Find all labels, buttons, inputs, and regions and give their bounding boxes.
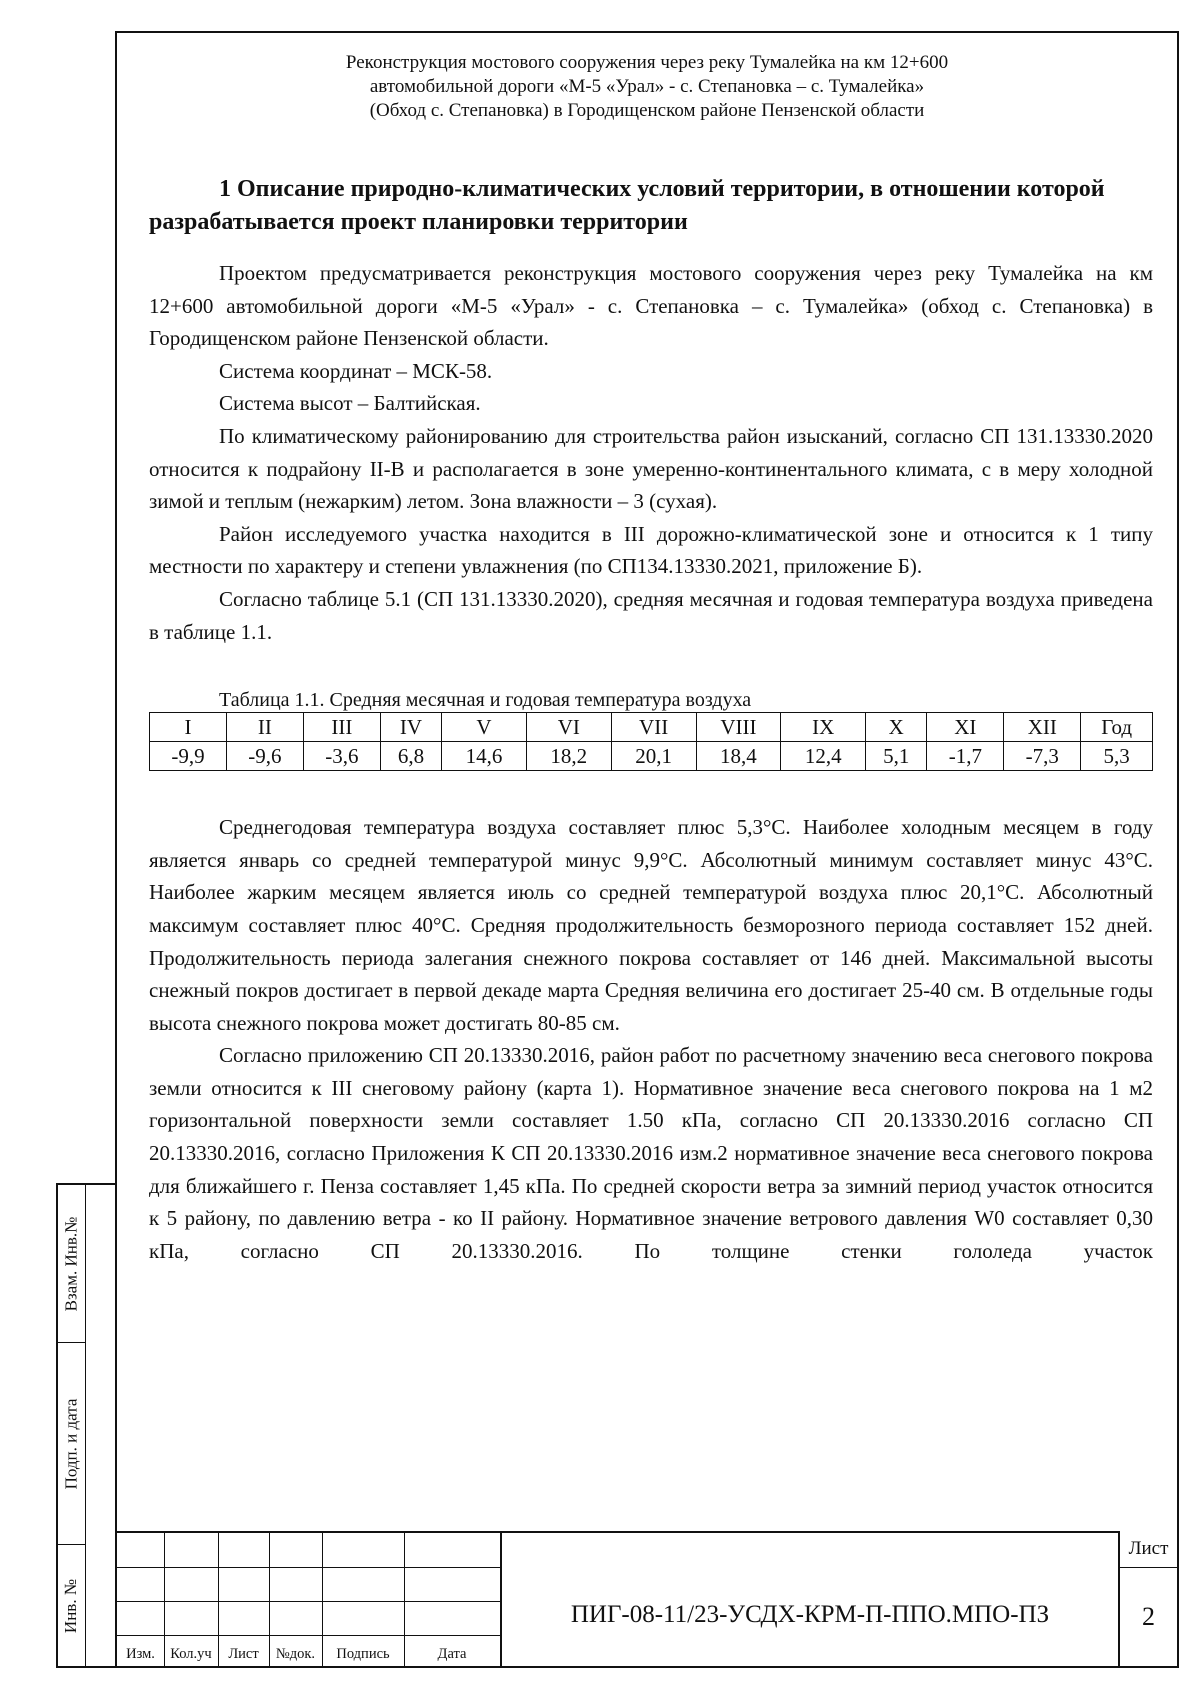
table-cell: -7,3 bbox=[1004, 742, 1081, 771]
sheet-label: Лист bbox=[1120, 1531, 1177, 1568]
side-strip-cell-podp bbox=[58, 1343, 85, 1545]
sheet-box bbox=[1118, 1531, 1177, 1666]
paragraph: Среднегодовая температура воздуха составляет плюс 5,3°С. Наиболее холодным месяцем в году является январь со средней температурой минус 9,9°С. Абсолютный минимум составляет минус 43°С. Наиболее жарким месяцем является июль со средней температурой воздуха плюс 20,1°С. Абсолютный максимум составляет плюс 40°С. Средняя продолжительность безморозного периода составляет 152 дней. Продолжительность периода залегания снежного покрова составляет от 146 дней. Максимальной высоты снежный покров достигает в первой декаде марта Средняя величина его достигает 25-40 см. В отдельные годы высота снежного покрова может достигать 80-85 см. bbox=[149, 815, 1153, 1035]
document-header bbox=[117, 51, 1177, 123]
table-cell: 5,1 bbox=[866, 742, 927, 771]
table-cell: -9,9 bbox=[150, 742, 227, 771]
table-header-cell: XI bbox=[927, 713, 1004, 742]
title-col-data: Дата bbox=[437, 1646, 467, 1662]
table-header-cell: VI bbox=[526, 713, 611, 742]
title-col-ndok: №док. bbox=[275, 1646, 316, 1662]
side-strip-cell-inv bbox=[58, 1545, 85, 1666]
paragraph: Согласно таблице 5.1 (СП 131.13330.2020), средняя месячная и годовая температура воздуха приведена в таблице 1.1. bbox=[149, 586, 1153, 644]
title-block bbox=[117, 1531, 1177, 1666]
grid-line bbox=[117, 1567, 500, 1568]
paragraph: Проектом предусматривается реконструкция мостового сооружения через реку Тумалейка на км 12+600 автомобильной дороги «М-5 «Урал» - с. Степановка – с. Тумалейка» (обход с. Степановка) в Городищенском районе Пензенской области. bbox=[149, 261, 1153, 351]
table-header-cell: V bbox=[442, 713, 527, 742]
table-header-cell: VIII bbox=[696, 713, 781, 742]
paragraph: Согласно приложению СП 20.13330.2016, район работ по расчетному значению веса снегового покрова земли относится к III снеговому району (карта 1). Нормативное значение веса снегового покрова на 1 м2 горизонтальной поверхности земли составляет 1.50 кПа, согласно СП 20.13330.2016 согласно СП 20.13330.2016, согласно Приложения К СП 20.13330.2016 изм.2 нормативное значение веса снегового покрова для ближайшего г. Пенза составляет 1,45 кПа. По средней скорости ветра за зимний период участок относится к 5 району, по давлению ветра - ко II району. Нормативное значение ветрового давления W0 составляет 0,30 кПа, согласно СП 20.13330.2016. По толщине стенки гололеда участок bbox=[149, 1043, 1153, 1263]
side-strip-cell-vzam bbox=[58, 1185, 85, 1343]
table-header-cell: X bbox=[866, 713, 927, 742]
table-caption: Таблица 1.1. Средняя месячная и годовая температура воздуха bbox=[219, 689, 752, 712]
table-header-cell: I bbox=[150, 713, 227, 742]
table-cell: 14,6 bbox=[442, 742, 527, 771]
document-code: ПИГ-08-11/23-УСДХ-КРМ-П-ППО.МПО-ПЗ bbox=[502, 1531, 1118, 1666]
side-label-vzam: Взам. Инв.№ bbox=[61, 1216, 81, 1311]
table-cell: -3,6 bbox=[303, 742, 380, 771]
header-line: (Обход с. Степановка) в Городищенском районе Пензенской области bbox=[369, 100, 925, 121]
table-row bbox=[150, 742, 1153, 771]
table-header-cell: IV bbox=[380, 713, 441, 742]
grid-line bbox=[117, 1635, 500, 1636]
title-block-grid bbox=[117, 1531, 502, 1666]
title-col-kolvo: Кол.уч bbox=[170, 1646, 212, 1662]
header-line: автомобильной дороги «М-5 «Урал» - с. Степановка – с. Тумалейка» bbox=[369, 76, 925, 97]
table-cell: 18,2 bbox=[526, 742, 611, 771]
title-col-podpis: Подпись bbox=[336, 1646, 390, 1662]
paragraph: Система координат – МСК-58. bbox=[219, 358, 493, 383]
header-line: Реконструкция мостового сооружения через реку Тумалейка на км 12+600 bbox=[345, 52, 949, 73]
side-strip bbox=[56, 1183, 117, 1668]
paragraph: Система высот – Балтийская. bbox=[219, 391, 481, 416]
table-header-cell: XII bbox=[1004, 713, 1081, 742]
side-label-inv: Инв. № bbox=[61, 1578, 81, 1633]
table-header-cell: IX bbox=[781, 713, 866, 742]
title-col-izm: Изм. bbox=[126, 1646, 155, 1662]
table-cell: 18,4 bbox=[696, 742, 781, 771]
table-header-row bbox=[150, 713, 1153, 742]
table-header-cell: III bbox=[303, 713, 380, 742]
main-content bbox=[149, 173, 1153, 1267]
grid-line bbox=[117, 1601, 500, 1602]
table-header-cell: VII bbox=[611, 713, 696, 742]
page-frame bbox=[115, 31, 1179, 1668]
side-label-podp: Подп. и дата bbox=[61, 1398, 81, 1489]
sheet-number: 2 bbox=[1142, 1601, 1155, 1631]
paragraph: Район исследуемого участка находится в III дорожно-климатической зоне и относится к 1 типу местности по характеру и степени увлажнения (по СП134.13330.2021, приложение Б). bbox=[149, 521, 1153, 579]
table-cell: 20,1 bbox=[611, 742, 696, 771]
title-col-list: Лист bbox=[228, 1646, 259, 1662]
table-cell: -9,6 bbox=[226, 742, 303, 771]
temperature-table bbox=[149, 712, 1153, 771]
table-cell: -1,7 bbox=[927, 742, 1004, 771]
table-cell: 12,4 bbox=[781, 742, 866, 771]
table-cell: 6,8 bbox=[380, 742, 441, 771]
table-header-cell: Год bbox=[1081, 713, 1153, 742]
paragraph: По климатическому районированию для строительства район изысканий, согласно СП 131.13330.2020 относится к подрайону II-В и располагается в зоне умеренно-континентального климата, с в меру холодной зимой и теплым (нежарким) летом. Зона влажности – 3 (сухая). bbox=[149, 423, 1153, 514]
section-title: 1 Описание природно-климатических условий территории, в отношении которой разрабатывается проект планировки территории bbox=[149, 176, 1105, 235]
table-cell: 5,3 bbox=[1081, 742, 1153, 771]
table-header-cell: II bbox=[226, 713, 303, 742]
